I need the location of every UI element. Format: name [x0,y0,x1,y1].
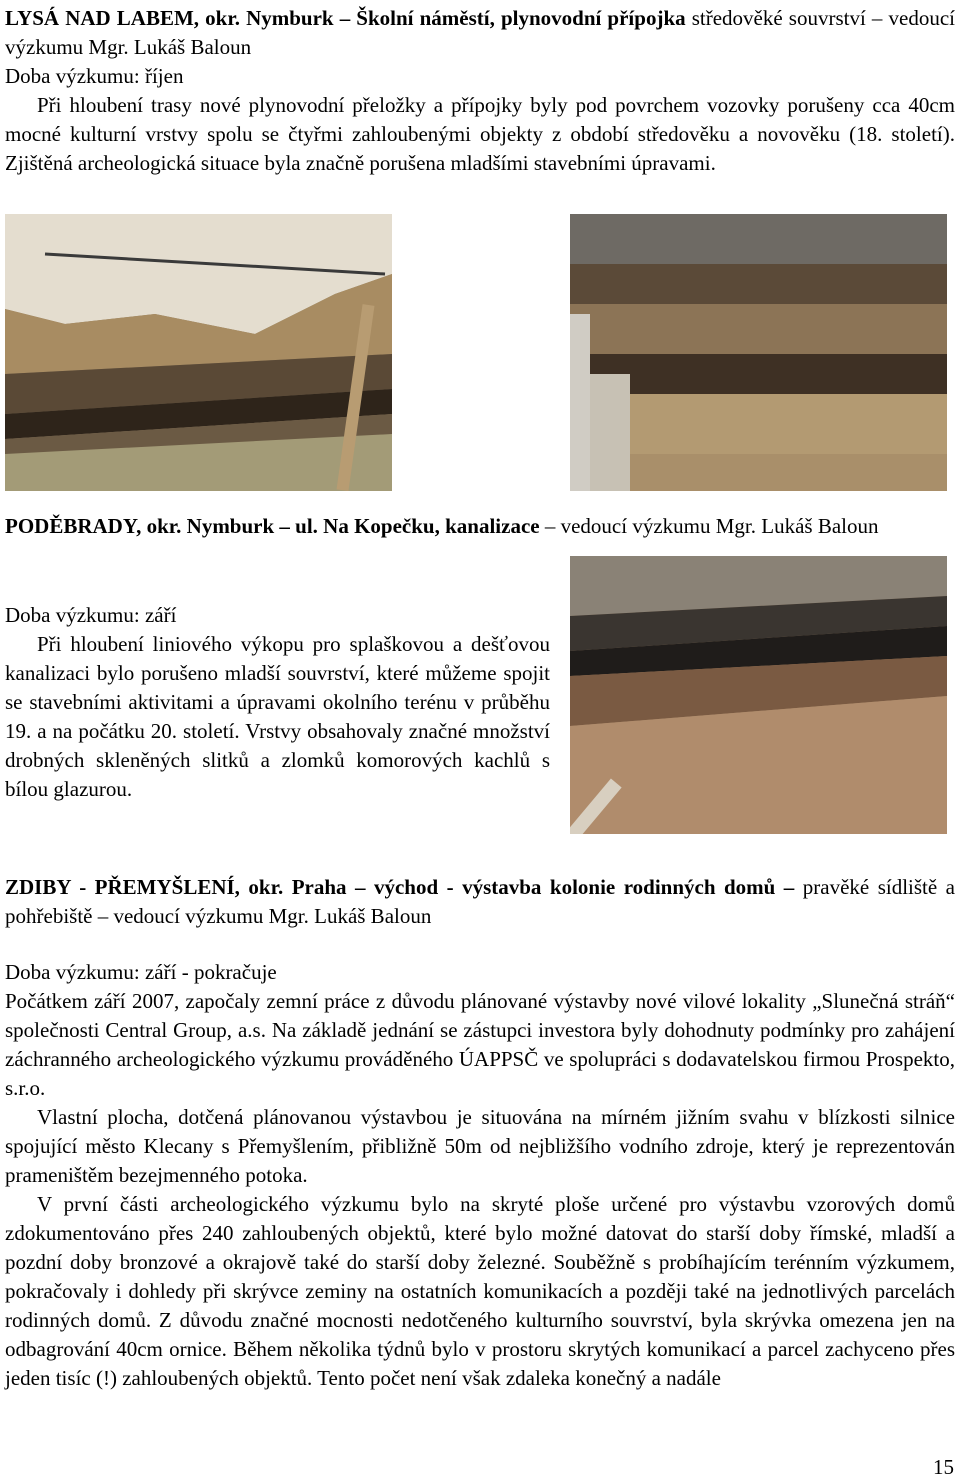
paragraph: Při hloubení liniového výkopu pro splaškovou a dešťovou kanalizaci bylo porušeno mladší souvrství, které můžeme spojit se stavebními aktivitami a úpravami okolního terénu v průběhu 19. a na počátku 20. století. Vrstvy obsahovaly značné množství drobných skleněných slitků a zlomků komorových kachlů s bílou glazurou. [5,632,550,801]
page-number: 15 [933,1455,954,1479]
research-period: Doba výzkumu: září - pokračuje [5,960,277,984]
paragraph: V první části archeologického výzkumu bylo na skryté ploše určené pro výstavbu vzorových domů zdokumentováno přes 240 zahloubených objektů, které bylo možné datovat do starší doby římské, mladší a pozdní doby bronzové a okrajově také do starší doby železné. Souběžně s probíhajícím terénním výzkumem, pokračovaly i dohledy při skrývce zeminy na ostatních komunikacích a později také na jednotlivých parcelách rodinných domů. Z důvodu značné mocnosti nedotčeného kulturního souvrství, byla skrývka omezena jen na odbagrování 40cm ornice. Během několika týdnů bylo v prostoru skrytých komunikací a parcel zachyceno přes jeden tisíc (!) zahloubených objektů. Tento počet není však zdaleka konečný a nadále [5,1192,955,1390]
excavation-photo-right [570,214,947,491]
section-podebrady-title [5,512,955,541]
section-title-bold: LYSÁ NAD LABEM, okr. Nymburk – Školní náměstí, plynovodní přípojka [5,6,686,30]
section-zdiby-title [5,873,955,931]
paragraph: Při hloubení trasy nové plynovodní přeložky a přípojky byly pod povrchem vozovky porušeny cca 40cm mocné kulturní vrstvy spolu se čtyřmi zahloubenými objekty z období středověku a novověku (18. století). Zjištěná archeologická situace byla značně porušena mladšími stavebními úpravami. [5,93,955,175]
research-period: Doba výzkumu: září [5,603,177,627]
paragraph: Počátkem září 2007, započaly zemní práce z důvodu plánované výstavby nové vilové lokality „Slunečná stráň“ společnosti Central Group, a.s. Na základě jednání se zástupci investora byly dohodnuty podmínky pro zahájení záchranného archeologického výzkumu prováděného ÚAPPSČ ve spolupráci s dodavatelskou firmou Prospekto, s.r.o. [5,989,955,1100]
section-title [5,4,955,62]
section-title-rest: – vedoucí výzkumu Mgr. Lukáš Baloun [539,514,879,538]
research-period: Doba výzkumu: říjen [5,64,184,88]
paragraph: Vlastní plocha, dotčená plánovanou výstavbou je situována na mírném jižním svahu v blízkosti silnice spojující město Klecany s Přemyšlením, přibližně 50m od nejbližšího vodního zdroje, který je reprezentován prameništěm bezejmenného potoka. [5,1105,955,1187]
section-title-bold: ZDIBY - PŘEMYŠLENÍ, okr. Praha – východ - výstavba kolonie rodinných domů – [5,875,795,899]
section-lysa [5,4,955,178]
section-title-bold: PODĚBRADY, okr. Nymburk – ul. Na Kopečku, kanalizace [5,514,540,538]
section-title-rest: pravěké sídliště a pohřebiště – vedoucí výzkumu Mgr. Lukáš Baloun [5,875,955,928]
excavation-photo-podebrady [570,556,947,834]
excavation-photo-left [5,214,392,491]
section-zdiby-body [5,987,955,1393]
section-title-rest: středověké souvrství – vedoucí výzkumu Mgr. Lukáš Baloun [5,6,955,59]
